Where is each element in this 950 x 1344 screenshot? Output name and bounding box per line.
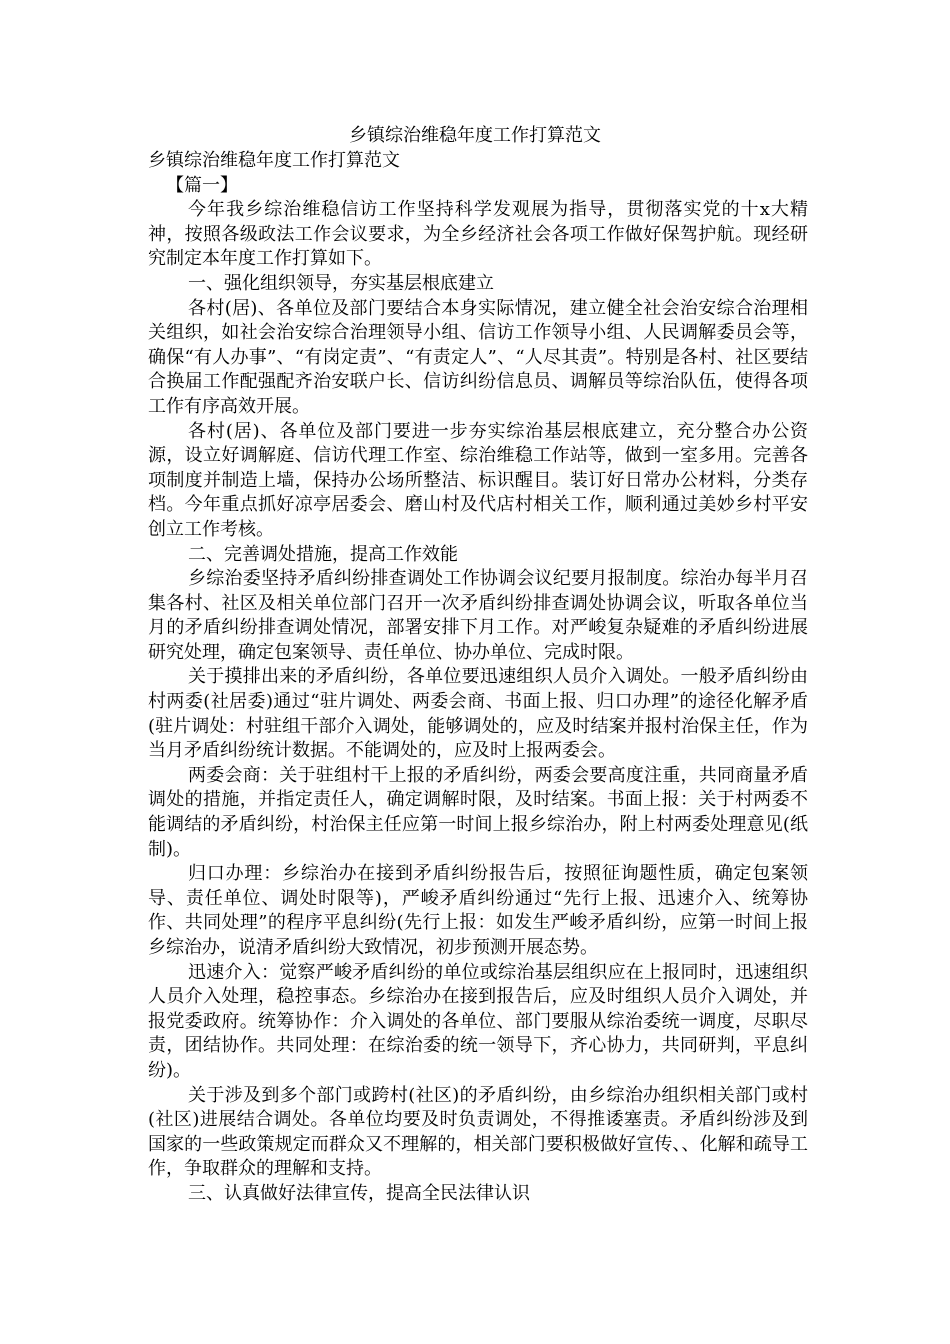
paragraph: 各村(居)、各单位及部门要结合本身实际情况，建立健全社会治安综合治理相关组织，如社会治安综合治理领导小组、信访工作领导小组、人民调解委员会等，确保“有人办事”、“有岗定责”、“有责定人”、“人尽其责”。特别是各村、社区要结合换届工作配强配齐治安联户长、信访纠纷信息员、调解员等综治队伍，使得各项工作有序高效开展。 (148, 297, 808, 417)
document-title: 乡镇综治维稳年度工作打算范文 (349, 125, 601, 146)
paragraph: 两委会商：关于驻组村干上报的矛盾纠纷，两委会要高度注重，共同商量矛盾调处的措施，并指定责任人，确定调解时限，及时结案。书面上报：关于村两委不能调结的矛盾纠纷，村治保主任应第一时间上报乡综治办，附上村两委处理意见(纸制)。 (148, 764, 808, 860)
paragraph: 归口办理：乡综治办在接到矛盾纠纷报告后，按照征询题性质，确定包案领导、责任单位、调处时限等)，严峻矛盾纠纷通过“先行上报、迅速介入、统筹协作、共同处理”的程序平息纠纷(先行上报：如发生严峻矛盾纠纷，应第一时间上报乡综治办，说清矛盾纠纷大致情况，初步预测开展态势。 (148, 863, 808, 958)
section-heading: 一、强化组织领导，夯实基层根底建立 (188, 272, 494, 294)
paragraph: 关于涉及到多个部门或跨村(社区)的矛盾纠纷，由乡综治办组织相关部门或村(社区)进展结合调处。各单位均要及时负责调处，不得推诿塞责。矛盾纠纷涉及到国家的一些政策规定而群众又不理解的，相关部门要积极做好宣传、、化解和疏导工作，争取群众的理解和支持。 (148, 1084, 808, 1180)
section-heading: 三、认真做好法律宣传，提高全民法律认识 (188, 1182, 530, 1204)
section-tag: 【篇一】 (166, 174, 238, 196)
section-heading: 二、完善调处措施，提高工作效能 (188, 543, 458, 565)
paragraph: 各村(居)、各单位及部门要进一步夯实综治基层根底建立，充分整合办公资源，设立好调解庭、信访代理工作室、综治维稳工作站等，做到一室多用。完善各项制度并制造上墙，保持办公场所整洁、标识醒目。装订好日常办公材料，分类存档。今年重点抓好凉亭居委会、磨山村及代店村相关工作，顺利通过美妙乡村平安创立工作考核。 (148, 420, 808, 540)
document-body (148, 149, 808, 1207)
paragraph: 今年我乡综治维稳信访工作坚持科学发观展为指导，贯彻落实党的十x大精神，按照各级政法工作会议要求，为全乡经济社会各项工作做好保驾护航。现经研究制定本年度工作打算如下。 (148, 199, 808, 270)
document-subtitle: 乡镇综治维稳年度工作打算范文 (148, 150, 400, 171)
paragraph: 乡综治委坚持矛盾纠纷排查调处工作协调会议纪要月报制度。综治办每半月召集各村、社区及相关单位部门召开一次矛盾纠纷排查调处协调会议，听取各单位当月的矛盾纠纷排查调处情况，部署安排下月工作。对严峻复杂疑难的矛盾纠纷进展研究处理，确定包案领导、责任单位、协办单位、完成时限。 (148, 568, 808, 663)
paragraph: 迅速介入：觉察严峻矛盾纠纷的单位或综治基层组织应在上报同时，迅速组织人员介入处理，稳控事态。乡综治办在接到报告后，应及时组织人员介入调处，并报党委政府。统筹协作：介入调处的各单位、部门要服从综治委统一调度，尽职尽责，团结协作。共同处理：在综治委的统一领导下，齐心协力，共同研判，平息纠纷)。 (148, 961, 808, 1081)
paragraph: 关于摸排出来的矛盾纠纷，各单位要迅速组织人员介入调处。一般矛盾纠纷由村两委(社居委)通过“驻片调处、两委会商、书面上报、归口办理”的途径化解矛盾(驻片调处：村驻组干部介入调处，能够调处的，应及时结案并报村治保主任，作为当月矛盾纠纷统计数据。不能调处的，应及时上报两委会。 (148, 666, 808, 762)
